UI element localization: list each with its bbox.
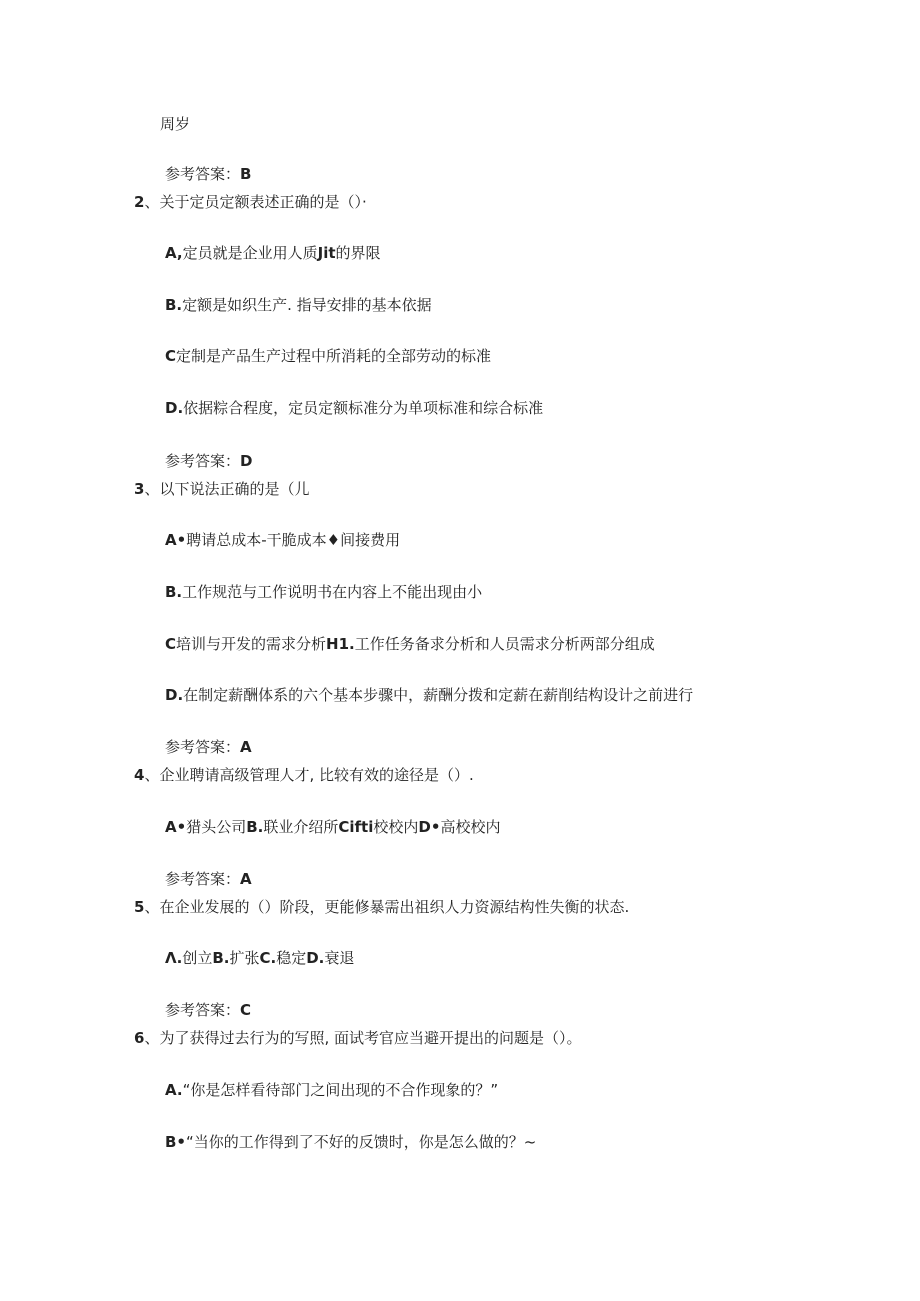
- question-text: 、关于定员定额表述正确的是（）·: [144, 193, 367, 211]
- question-text: 、在企业发展的（）阶段，更能修暴需出祖织人力资源结构性失衡的状态.: [144, 898, 630, 916]
- option-3d: D.在制定薪酬体系的六个基本步骤中，薪酬分拨和定薪在薪削结构设计之前进行: [165, 686, 694, 704]
- option-3a: A•聘请总成本-干脆成本♦间接费用: [165, 531, 401, 549]
- answer-label: 参考答案：: [165, 165, 241, 183]
- question-number: 3: [134, 480, 145, 498]
- question-4: [134, 765, 474, 785]
- options-5: Λ.创立B.扩张C.稳定D.衰退: [165, 949, 355, 967]
- answer-q1: [165, 164, 251, 184]
- question-text: 、以下说法正确的是（儿: [144, 480, 310, 498]
- answer-value: A: [240, 870, 252, 888]
- answer-q4: [165, 869, 252, 889]
- question-text: 、为了获得过去行为的写照, 面试考官应当避开提出的问题是（）。: [144, 1029, 582, 1047]
- answer-q2: [165, 451, 252, 471]
- question-number: 5: [134, 898, 145, 916]
- text-fragment: 周岁: [160, 115, 191, 133]
- question-number: 2: [134, 193, 145, 211]
- question-3: [134, 479, 309, 499]
- option-3c: C培训与开发的需求分析H1.工作任务备求分析和人员需求分析两部分组成: [165, 635, 655, 653]
- option-2a: A,定员就是企业用人质Jit的界限: [165, 244, 381, 262]
- question-6: [134, 1028, 581, 1048]
- option-2b: B.定额是如织生产. 指导安排的基本依据: [165, 296, 432, 314]
- answer-label: 参考答案：: [165, 1001, 241, 1019]
- answer-label: 参考答案：: [165, 452, 241, 470]
- option-6a: A.“你是怎样看待部门之间出现的不合作现象的？”: [165, 1081, 499, 1099]
- question-text: 、企业聘请高级管理人才, 比较有效的途径是（）.: [144, 766, 474, 784]
- answer-value: A: [240, 738, 252, 756]
- answer-q5: [165, 1000, 251, 1020]
- option-2d: D.依据粽合程度，定员定额标准分为单项标准和综合标准: [165, 399, 544, 417]
- option-2c: C定制是产品生产过程中所消耗的全部劳动的标准: [165, 347, 492, 365]
- answer-value: C: [240, 1001, 252, 1019]
- answer-value: B: [240, 165, 252, 183]
- answer-q3: [165, 737, 252, 757]
- question-2: [134, 192, 367, 212]
- question-5: [134, 897, 629, 917]
- answer-label: 参考答案：: [165, 870, 241, 888]
- question-number: 4: [134, 766, 145, 784]
- option-3b: B.工作规范与工作说明书在内容上不能出现由小: [165, 583, 483, 601]
- answer-label: 参考答案：: [165, 738, 241, 756]
- question-number: 6: [134, 1029, 145, 1047]
- option-6b: B•“当你的工作得到了不好的反馈时，你是怎么做的？~: [165, 1133, 537, 1151]
- options-4: A•猎头公司B.联业介绍所Cifti校校内D•高校校内: [165, 818, 501, 836]
- answer-value: D: [240, 452, 253, 470]
